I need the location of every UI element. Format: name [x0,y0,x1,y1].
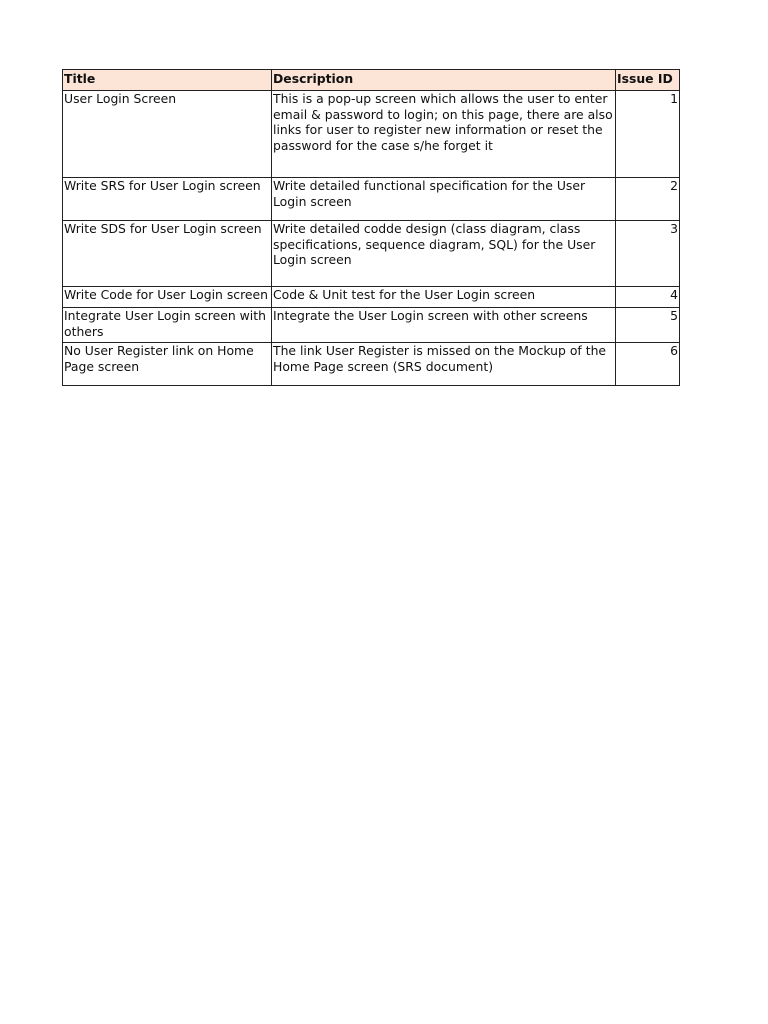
cell-description: The link User Register is missed on the Mockup of the Home Page screen (SRS document) [272,343,616,386]
cell-issue-id: 6 [616,343,680,386]
table-row [63,91,680,178]
header-issue-id: Issue ID [616,70,680,91]
cell-description: This is a pop-up screen which allows the user to enter email & password to login; on this page, there are also links for user to register new information or reset the password for the case s/he forget it [272,91,616,178]
cell-description: Code & Unit test for the User Login screen [272,287,616,308]
cell-description: Integrate the User Login screen with other screens [272,308,616,343]
cell-description: Write detailed codde design (class diagram, class specifications, sequence diagram, SQL) for the User Login screen [272,221,616,287]
cell-title [63,287,272,308]
cell-title: No User Register link on Home Page screen [63,343,272,386]
cell-issue-id: 5 [616,308,680,343]
cell-title [63,308,272,343]
table-row [63,308,680,343]
header-title: Title [63,70,272,91]
cell-title-text: Integrate User Login screen with others [64,308,266,339]
table-row [63,178,680,221]
issue-table [62,69,680,386]
cell-description: Write detailed functional specification for the User Login screen [272,178,616,221]
table-row [63,287,680,308]
table-row [63,343,680,386]
cell-title: Write SRS for User Login screen [63,178,272,221]
header-description: Description [272,70,616,91]
table-row [63,221,680,287]
cell-issue-id: 1 [616,91,680,178]
cell-title: Write SDS for User Login screen [63,221,272,287]
cell-title-text: Write Code for User Login screen [64,287,269,302]
cell-issue-id: 3 [616,221,680,287]
cell-title: User Login Screen [63,91,272,178]
cell-issue-id: 4 [616,287,680,308]
header-row [63,70,680,91]
cell-issue-id: 2 [616,178,680,221]
